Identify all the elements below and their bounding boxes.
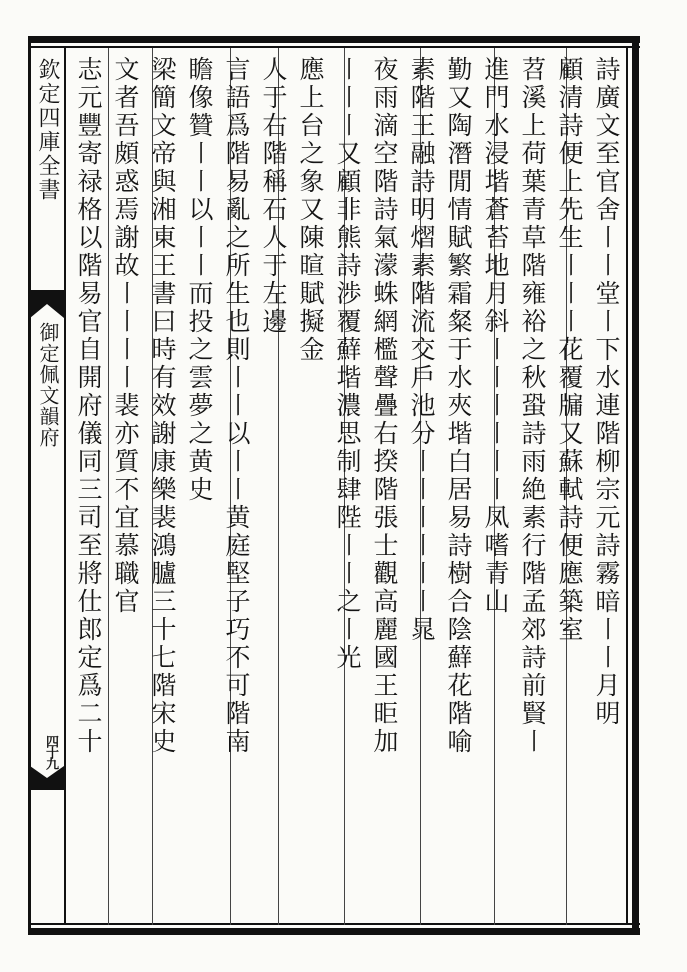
- top-inner-rule: [30, 46, 640, 48]
- gutter-page-number: 四十九: [43, 735, 58, 768]
- gutter-rule: [64, 48, 66, 925]
- text-column-3: 苕溪上荷葉青草階雍裕之秋蛩詩雨絶素行階孟郊詩前賢〡: [518, 56, 547, 756]
- text-column-2: 顧清詩便上先生〡〡〡花覆牖又蘇軾詩便應築室: [555, 56, 584, 644]
- gutter-book-title: 御定佩文韻府: [36, 322, 60, 448]
- text-column-5: 勤又陶潛閒情賦繁霜粲于水夾堦白居易詩樹合陰蘚花階喻: [444, 56, 473, 756]
- text-column-15: 志元豐寄禄格以階易官自開府儀同三司至將仕郎定爲二十: [74, 56, 103, 756]
- text-column-13: 梁簡文帝與湘東王書曰時有效謝康樂裴鴻臚三十七階宋史: [148, 56, 177, 756]
- text-column-1: 詩廣文至官舍〡〡堂〡下水連階柳宗元詩霧暗〡〡月明: [592, 56, 621, 728]
- right-inner-rule: [626, 46, 628, 925]
- bottom-border-rule: [30, 928, 640, 935]
- text-column-9: 應上台之象又陳暄賦擬金: [296, 56, 325, 364]
- top-border-rule: [30, 36, 640, 43]
- text-column-10: 人于右階稱石人于左邊: [259, 56, 288, 336]
- text-column-11: 言語爲階易亂之所生也則〡〡以〡〡黄庭堅子巧不可階南: [222, 56, 251, 756]
- text-column-14: 文者吾頗惑焉謝故〡〡〡〡裴亦質不宜慕職官: [111, 56, 140, 616]
- text-column-6: 素階王融詩明熠素階流交戶池分〡〡〡〡〡〡晁: [407, 56, 436, 644]
- fish-tail-mark-top: [30, 290, 64, 318]
- right-border-rule: [632, 36, 639, 935]
- text-column-4: 進門水浸堦蒼苔地月斜〡〡〡〡〡〡凤嗜青山: [481, 56, 510, 616]
- text-column-8: 〡〡〡又顧非熊詩渉覆蘚堦濃思制肆陛〡〡之〡光: [333, 56, 362, 672]
- text-column-12: 瞻像贊〡〡以〡〡而投之雲夢之黄史: [185, 56, 214, 504]
- fish-tail-mark-bottom: [30, 766, 64, 790]
- gutter-title: 欽定四庫全書: [35, 58, 60, 202]
- text-column-7: 夜雨滴空階詩氣濛蛛網檻聲疊右揆階張士觀高麗國王昛加: [370, 56, 399, 756]
